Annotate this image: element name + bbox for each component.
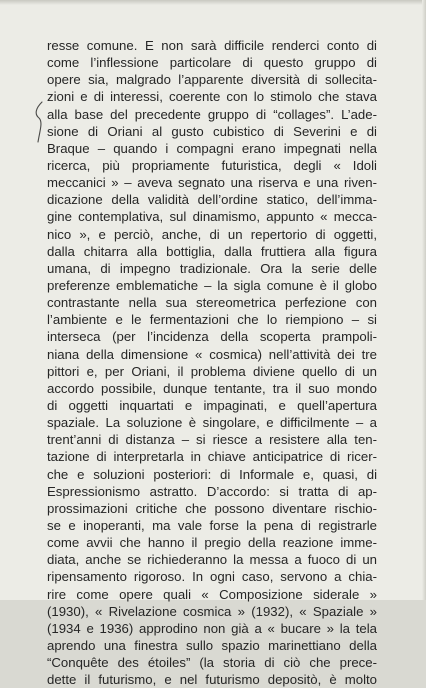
text-line: Braque – quando i compagni erano impegnati nella [47,140,377,156]
text-line: “Conquête des étoiles” (la storia di ciò che prece- [47,655,377,671]
text-line: (1930), « Rivelazione cosmica » (1932), « Spaziale » [47,603,377,619]
text-line: sione di Oriani al gusto cubistico di Severini e di [47,123,377,139]
text-line: ricerca, più propriamente futuristica, degli « Idoli [47,157,377,173]
text-line: contrastante nella sua stereometrica perfezione con [47,295,377,311]
text-line: preferenze emblematiche – la sigla comune è il globo [47,277,377,293]
text-line: resse comune. E non sarà difficile renderci conto di [47,38,377,53]
page-right-edge [422,0,426,600]
text-line: pittori e, per Oriani, il problema diviene quello di un [47,363,377,379]
text-line: di oggetti inquartati e impaginati, e quell’apertura [47,397,377,413]
text-line: l’ambiente e le fermentazioni che lo riempiono – si [47,312,377,328]
text-line: dette il futurismo, e nel futurismo depositò, è molto [47,672,377,688]
text-line: niana della dimensione « cosmica) nell’attività dei tre [47,346,377,362]
text-line: come l’inflessione particolare di questo gruppo di [47,55,377,71]
text-line: interseca (per l’incidenza della scoperta prampoli- [47,329,377,345]
text-line: accordo possibile, dunque tentante, tra il suo mondo [47,380,377,396]
text-line: che e soluzioni posteriori: di Informale e, quasi, di [47,466,377,482]
text-line: aprendo una finestra sullo spazio marinettiano della [47,637,377,653]
text-line: dicazione della validità dell’ordine statico, dell’imma- [47,192,377,208]
text-line: rire come opere quali « Composizione siderale » [47,586,377,602]
text-line: prossimazioni critiche che possono diventare rischio- [47,500,377,516]
text-line: se e inoperanti, ma vale forse la pena di registrarle [47,517,377,533]
text-line: Espressionismo astratto. D’accordo: si tratta di ap- [47,483,377,499]
body-text [47,37,377,688]
text-line: ripensamento rigoroso. In ogni caso, servono a chia- [47,569,377,585]
text-line: dalla chitarra alla bottiglia, dalla fruttiera alla figura [47,243,377,259]
text-line: opere sia, malgrado l’apparente diversità di sollecita- [47,72,377,88]
page-top-edge [0,0,426,5]
text-line: zioni e di interessi, coerente con lo stimolo che stava [47,89,377,105]
text-line: spaziale. La soluzione è singolare, e difficilmente – a [47,415,377,431]
text-line: diata, anche se richiederanno la messa a fuoco di un [47,552,377,568]
text-line: come avvii che hanno il pregio della reazione imme- [47,535,377,551]
text-line: alla base del precedente gruppo di “collages”. L’ade- [47,106,377,122]
text-line: tazione di interpretarla in chiave anticipatrice di ricer- [47,449,377,465]
text-line: trent’anni di distanza – si riesce a resistere alla ten- [47,432,377,448]
pencil-margin-mark [30,100,46,144]
text-line: (1934 e 1936) approdino non già a « bucare » la tela [47,620,377,636]
text-line: nico », e perciò, anche, di un repertorio di oggetti, [47,226,377,242]
text-line: gine contemplativa, sul dinamismo, appunto « mecca- [47,209,377,225]
text-line: umana, di impegno tradizionale. Ora la serie delle [47,260,377,276]
text-line: meccanici » – aveva segnato una riserva e una riven- [47,175,377,191]
